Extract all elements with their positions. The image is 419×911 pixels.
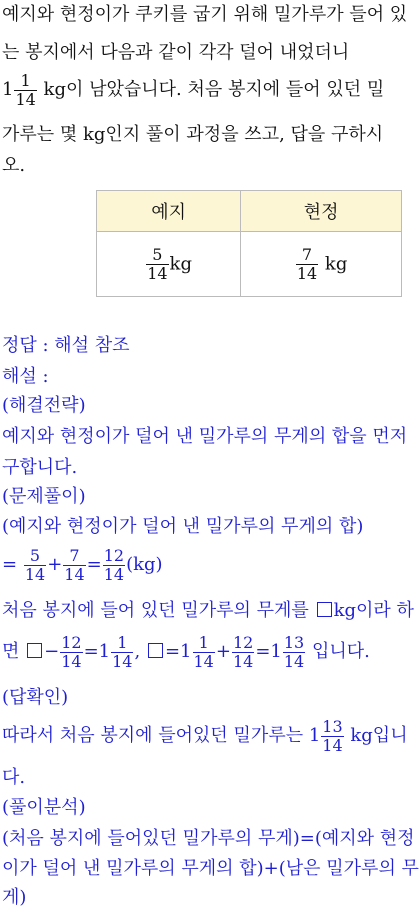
equation-1: = $\frac{5}{14}$ + $\frac{7}{14}$ = $\frac{12}{14}$ (kg) [2, 545, 163, 584]
fraction: $\frac{12}{14}$ [103, 545, 125, 584]
problem-line-4: 가루는 몇 kg인지 풀이 과정을 쓰고, 답을 구하시 [2, 124, 384, 145]
analysis-line-2: 이가 덜어 낸 밀가루의 무게의 합)+(남은 밀가루의 무 [2, 858, 419, 879]
fraction: $\frac{1}{14}$ [193, 632, 214, 671]
solve-line-3: 처음 봉지에 들어 있던 밀가루의 무게를 kg이라 하 [2, 600, 414, 621]
fraction: $\frac{1}{14}$ [15, 70, 36, 109]
check-line-1: 따라서 처음 봉지에 들어있던 밀가루는 1 $\frac{13}{14}$ kg입니 [2, 716, 408, 755]
cell-hyeonjeong [241, 232, 402, 297]
strategy-line-1: 예지와 현정이가 덜어 낸 밀가루의 무게의 합을 먼저 [2, 426, 408, 447]
problem-line-5: 오. [2, 155, 26, 176]
check-label: (답확인) [2, 687, 69, 708]
unit: kg [324, 253, 348, 274]
answer-line: 정답 : 해설 참조 [2, 335, 130, 356]
unknown-box-icon [27, 643, 42, 658]
mixed-number [2, 70, 38, 110]
fraction: $\frac{13}{14}$ [283, 632, 305, 671]
header-hyeonjeong: 현정 [241, 191, 402, 232]
fraction: $\frac{13}{14}$ [322, 716, 343, 755]
fraction: $\frac{12}{14}$ [61, 632, 82, 671]
problem-line-1: 예지와 현정이가 쿠키를 굽기 위해 밀가루가 들어 있 [2, 4, 408, 25]
cell-yeji [97, 232, 241, 297]
problem-line-3-text: kg이 남았습니다. 처음 봉지에 들어 있던 밀 [37, 79, 385, 100]
problem-line-2: 는 봉지에서 다음과 같이 각각 덜어 내었더니 [2, 42, 350, 63]
fraction: $\frac{7}{14}$ [296, 244, 318, 283]
header-yeji: 예지 [97, 191, 241, 232]
explain-heading: 해설 : [2, 366, 49, 387]
fraction: $\frac{12}{14}$ [232, 632, 254, 671]
analysis-line-3: 게) [2, 887, 27, 908]
unknown-box-icon [317, 602, 332, 617]
solve-line-1: (예지와 현정이가 덜어 낸 밀가루의 무게의 합) [2, 516, 364, 537]
analysis-label: (풀이분석) [2, 797, 86, 818]
check-line-2: 다. [2, 767, 26, 788]
amount-table [96, 190, 402, 297]
equation-2: 면 − $\frac{12}{14}$ =1 $\frac{1}{14}$ , =1 $\frac{1}{14}$ + $\frac{12}{14}$ =1 $\frac{13}{14}$ 입니다. [2, 632, 370, 671]
strategy-line-2: 구합니다. [2, 457, 78, 478]
whole-part: 1 [2, 79, 14, 100]
fraction: $\frac{7}{14}$ [64, 545, 85, 584]
solve-label: (문제풀이) [2, 486, 86, 507]
strategy-label: (해결전략) [2, 395, 86, 416]
analysis-line-1: (처음 봉지에 들어있던 밀가루의 무게)=(예지와 현정 [2, 828, 415, 849]
fraction: $\frac{5}{14}$ [147, 244, 168, 283]
fraction: $\frac{1}{14}$ [112, 632, 133, 671]
unknown-box-icon [148, 643, 163, 658]
fraction: $\frac{5}{14}$ [24, 545, 46, 584]
problem-line-3 [2, 70, 384, 110]
unit: kg [169, 253, 192, 274]
